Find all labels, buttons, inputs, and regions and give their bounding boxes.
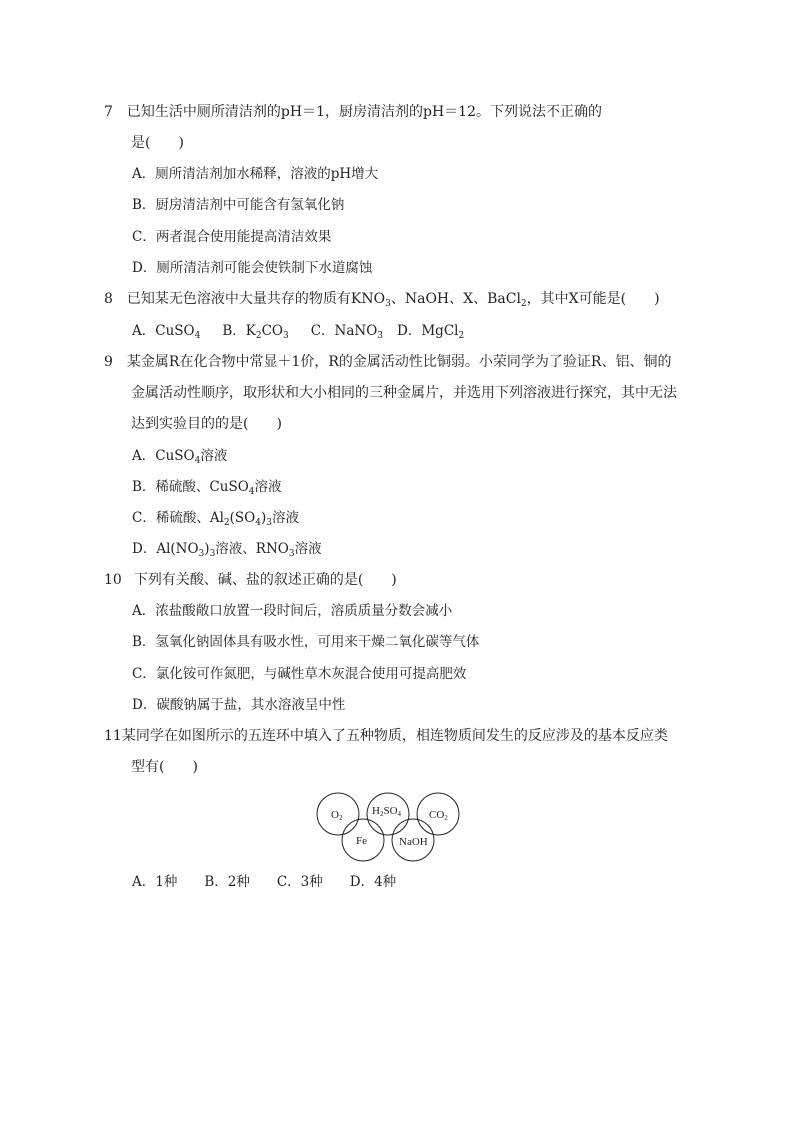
q9-text-line3: 达到实验目的的是( ): [131, 416, 282, 432]
q9-option-d-sub3c: 3: [288, 549, 295, 559]
q9-option-d-paren: ): [204, 541, 210, 557]
q11-text-line1: 某同学在如图所示的五连环中填入了五种物质，相连物质间发生的反应涉及的基本反应类: [121, 728, 668, 744]
q8-option-a: A．CuSO: [132, 323, 195, 339]
q9-option-b-tail: 溶液: [254, 479, 282, 495]
q9-line1: [104, 352, 671, 372]
q9-option-c: [132, 508, 299, 528]
five-ring-diagram: [310, 788, 470, 862]
ring-label-naoh: NaOH: [399, 836, 428, 848]
q9-option-c-tail: 溶液: [271, 510, 299, 526]
q9-option-a-text: A．CuSO: [132, 448, 195, 464]
ring-label-fe: Fe: [356, 835, 367, 847]
q10-option-b: B．氢氧化钠固体具有吸水性，可用来干燥二氧化碳等气体: [132, 634, 480, 650]
q11-options: A．1种 B．2种 C．3种 D．4种: [132, 874, 397, 890]
q8-text-a: 已知某无色溶液中大量共存的物质有KNO: [126, 291, 386, 307]
q9-option-d-sub3a: 3: [198, 549, 205, 559]
q9-option-d-tail: 溶液: [294, 541, 322, 557]
q10-number: 10: [104, 572, 122, 588]
q7-number: 7: [104, 104, 113, 120]
q8-option-b-mid: CO: [261, 323, 283, 339]
q10-text-line1: 下列有关酸、碱、盐的叙述正确的是( ): [133, 572, 397, 588]
q9-text-line2: 金属活动性顺序，取形状和大小相同的三种金属片，并选用下列溶液进行探究，其中无法: [131, 385, 677, 401]
q7-option-a: A．厕所清洁剂加水稀释，溶液的pH增大: [132, 166, 379, 182]
q7-text-line2: 是( ): [131, 135, 184, 151]
q8-option-a-sub: 4: [194, 331, 201, 341]
ring-label-co2: CO2: [429, 809, 448, 822]
q9-option-d-sub3b: 3: [209, 549, 216, 559]
q8-number: 8: [104, 291, 113, 307]
ring-label-h2so4: H2SO4: [372, 805, 402, 818]
q10-option-d: D．碳酸钠属于盐，其水溶液呈中性: [132, 697, 346, 713]
q10-option-a: A．浓盐酸敞口放置一段时间后，溶质质量分数会减小: [132, 603, 453, 619]
q11-line1: [104, 726, 668, 746]
q10-option-c: C．氯化铵可作氮肥，与碱性草木灰混合使用可提高肥效: [132, 666, 467, 682]
q9-number: 9: [104, 354, 113, 370]
q9-option-c-sub4: 4: [255, 518, 261, 528]
q8-option-b-sub: 2: [255, 331, 262, 341]
q9-option-a-tail: 溶液: [200, 448, 228, 464]
q7-option-b: B．厨房清洁剂中可能含有氢氧化钠: [132, 197, 345, 213]
ring-label-o2: O2: [331, 809, 343, 822]
q8-sub-2: 2: [520, 299, 527, 309]
q8-text-b: 、NaOH、X、BaCl: [390, 291, 521, 307]
q9-option-c-paren: ): [260, 510, 267, 526]
q8-option-b: B．K: [222, 323, 256, 339]
q9-option-d-text: D．Al(NO: [132, 541, 199, 557]
q8-options: [132, 321, 464, 341]
q7-text-line1: 已知生活中厕所清洁剂的pH＝1，厨房清洁剂的pH＝12。下列说法不正确的: [126, 104, 602, 120]
q9-option-b-text: B．稀硫酸、CuSO: [132, 479, 249, 495]
q10-line1: [104, 570, 397, 590]
q9-text-line1: 某金属R在化合物中常显＋1价，R的金属活动性比铜弱。小荣同学为了验证R、铝、铜的: [126, 354, 672, 370]
q11-number: 11: [104, 728, 122, 744]
q11-text-line2: 型有( ): [131, 759, 198, 775]
q9-option-d: [132, 539, 322, 559]
q8-option-c-sub: 3: [377, 331, 384, 341]
q9-option-c-mid: (SO: [229, 510, 256, 526]
q9-option-c-sub2: 2: [223, 518, 230, 528]
q9-option-b: [132, 477, 282, 497]
q8-option-b-sub3: 3: [282, 331, 289, 341]
q8-line1: [104, 289, 660, 309]
q9-option-c-text: C．稀硫酸、Al: [132, 510, 224, 526]
q8-option-c: C．NaNO: [310, 323, 378, 339]
q8-text-c: ，其中X可能是( ): [526, 291, 660, 307]
q7-option-d: D．厕所清洁剂可能会使铁制下水道腐蚀: [132, 260, 373, 276]
q8-option-d: D．MgCl: [397, 323, 459, 339]
q9-option-a: [132, 446, 227, 466]
q9-option-d-mid: 溶液、RNO: [215, 541, 289, 557]
q9-option-b-sub: 4: [248, 487, 255, 497]
q7-line1: [104, 102, 602, 122]
q7-option-c: C．两者混合使用能提高清洁效果: [132, 229, 332, 245]
q9-option-a-sub: 4: [194, 456, 201, 466]
q8-option-d-sub: 2: [458, 331, 465, 341]
q8-sub-3: 3: [385, 299, 391, 309]
q9-option-c-sub3: 3: [266, 518, 272, 528]
